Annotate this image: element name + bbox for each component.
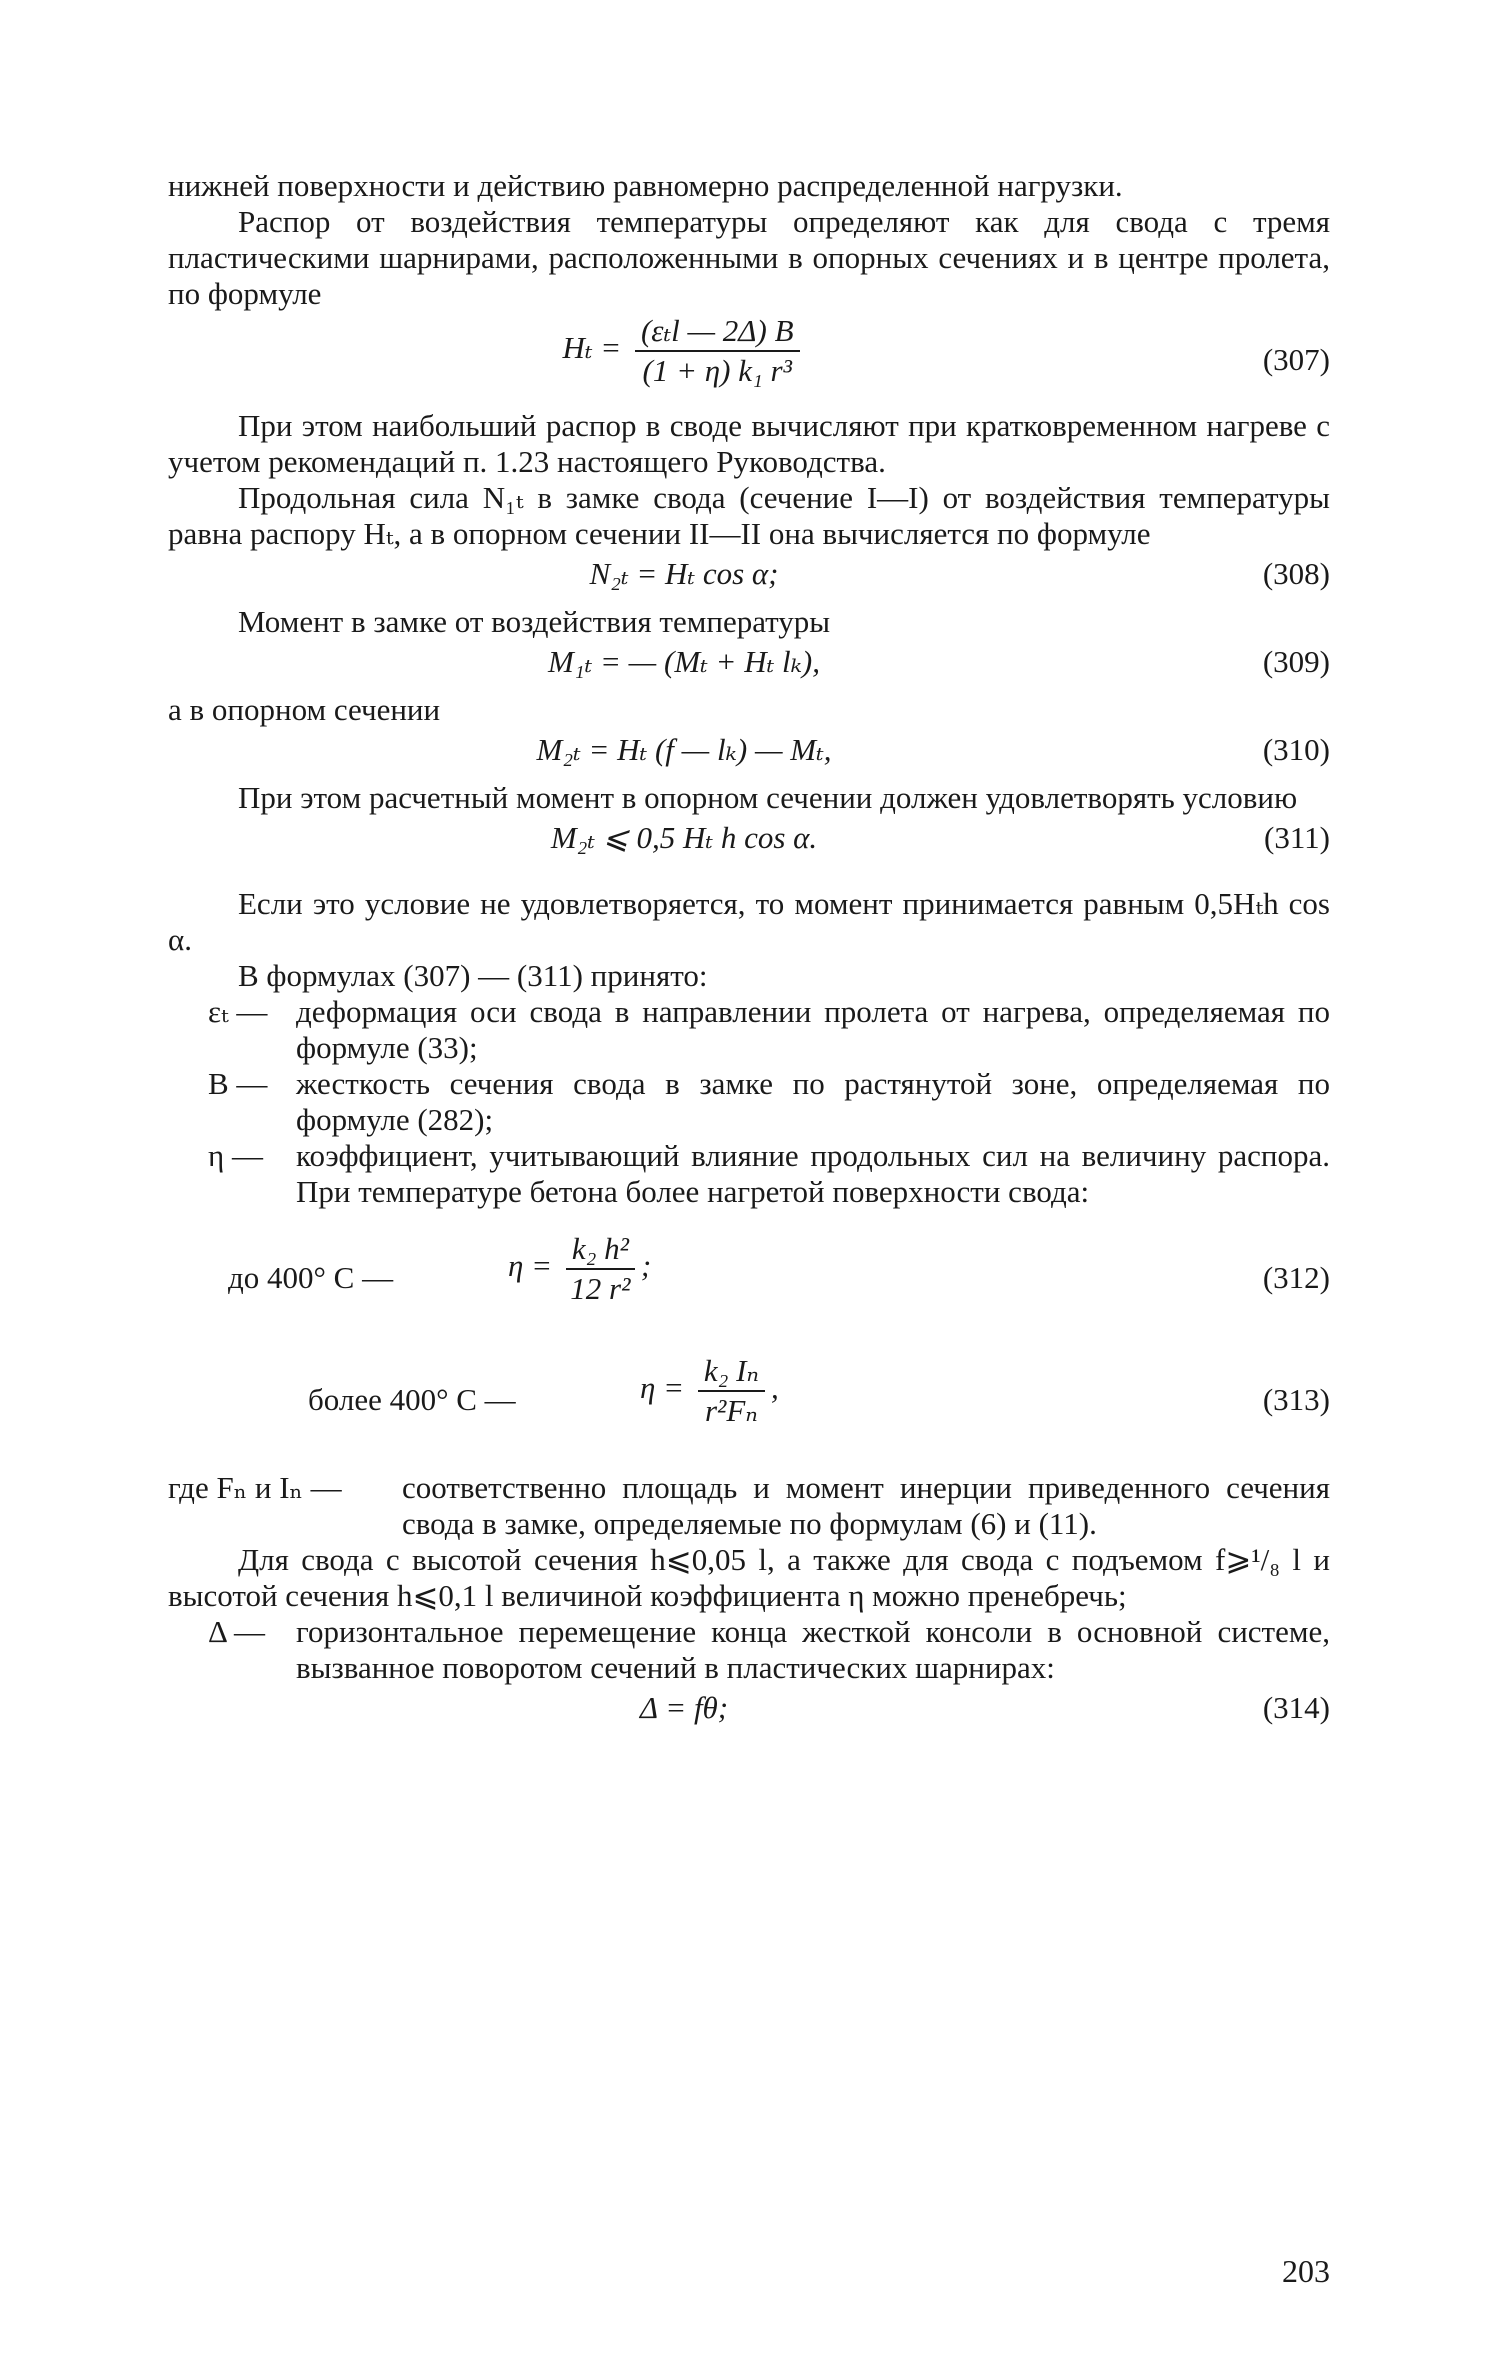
definition-b <box>168 1066 1330 1138</box>
page-number: 203 <box>1282 2253 1330 2289</box>
eq314-formula: Δ = fθ; <box>639 1690 729 1725</box>
equation-307 <box>168 312 1330 408</box>
eq307-numerator: (εₜl — 2Δ) B <box>635 312 800 352</box>
eq310-number: (310) <box>1262 732 1330 767</box>
paragraph-6: а в опорном сечении <box>168 692 441 727</box>
definition-epsilon-symbol: εₜ — <box>208 994 268 1029</box>
equation-314 <box>168 1690 1330 1734</box>
definition-eta-symbol: η — <box>208 1138 263 1173</box>
definition-eta <box>168 1138 1330 1210</box>
definition-delta-text: горизонтальное перемещение конца жесткой консоли в основной системе, вызванное поворотом сечений в пластических шарнирах: <box>296 1614 1330 1685</box>
paragraph-9: В формулах (307) — (311) принято: <box>238 958 708 993</box>
eq313-denominator: r²Fₙ <box>704 1393 758 1428</box>
eq313-lhs: η = <box>640 1370 685 1406</box>
eq314-number: (314) <box>1262 1690 1330 1725</box>
definition-eta-text: коэффициент, учитывающий влияние продольных сил на величину распора. При температуре бетона более нагретой поверхности свода: <box>296 1138 1330 1209</box>
eq312-numerator: k₂ h² <box>566 1230 635 1270</box>
eq312-denominator: 12 r² <box>570 1271 631 1306</box>
definition-f-i-symbols: где Fₙ и Iₙ — <box>168 1470 342 1505</box>
eq312-lhs: η = <box>508 1248 553 1284</box>
definition-delta-symbol: Δ — <box>208 1614 265 1649</box>
eq307-fraction <box>635 312 800 390</box>
eq311-number: (311) <box>1264 820 1330 855</box>
paragraph-4: Продольная сила N₁ₜ в замке свода (сечение I—I) от воздействия температуры равна распору Hₜ, а в опорном сечении II—II она вычисляется по формуле <box>168 480 1330 551</box>
equation-310 <box>168 732 1330 776</box>
equation-313 <box>168 1352 1330 1452</box>
equation-312 <box>168 1230 1330 1330</box>
paragraph-1: нижней поверхности и действию равномерно распределенной нагрузки. <box>168 168 1123 203</box>
eq312-condition: до 400° С — <box>228 1260 394 1295</box>
equation-308 <box>168 556 1330 600</box>
definition-f-i <box>168 1470 1330 1542</box>
eq309-formula: M₁ₜ = — (Mₜ + Hₜ lₖ), <box>548 644 820 679</box>
eq307-lhs: Hₜ = <box>562 330 622 366</box>
eq307-denominator: (1 + η) k₁ r³ <box>642 353 792 388</box>
eq313-number: (313) <box>1262 1382 1330 1417</box>
paragraph-10: Для свода с высотой сечения h⩽0,05 l, а также для свода с подъемом f⩾¹/₈ l и высотой сечения h⩽0,1 l величиной коэффициента η можно пренебречь; <box>168 1542 1330 1613</box>
definition-b-text: жесткость сечения свода в замке по растянутой зоне, определяемая по формуле (282); <box>296 1066 1330 1137</box>
eq312-number: (312) <box>1262 1260 1330 1295</box>
eq313-tail: , <box>771 1370 779 1406</box>
definition-f-i-text: соответственно площадь и момент инерции приведенного сечения свода в замке, определяемые по формулам (6) и (11). <box>402 1470 1330 1541</box>
eq308-formula: N₂ₜ = Hₜ cos α; <box>589 556 779 591</box>
eq313-numerator: k₂ Iₙ <box>698 1352 765 1392</box>
paragraph-3: При этом наибольший распор в своде вычисляют при кратковременном нагреве с учетом рекомендаций п. 1.23 настоящего Руководства. <box>168 408 1330 479</box>
paragraph-7: При этом расчетный момент в опорном сечении должен удовлетворять условию <box>238 780 1298 815</box>
eq309-number: (309) <box>1262 644 1330 679</box>
eq311-formula: M₂ₜ ⩽ 0,5 Hₜ h cos α. <box>550 820 818 855</box>
eq307-number: (307) <box>1262 342 1330 377</box>
eq312-fraction <box>566 1230 635 1308</box>
page-body <box>168 168 1330 2289</box>
eq308-number: (308) <box>1262 556 1330 591</box>
paragraph-8: Если это условие не удовлетворяется, то момент принимается равным 0,5Hₜh cos α. <box>168 886 1330 957</box>
eq313-fraction <box>698 1352 765 1430</box>
equation-309 <box>168 644 1330 688</box>
equation-311 <box>168 820 1330 864</box>
paragraph-5: Момент в замке от воздействия температуры <box>238 604 831 639</box>
eq310-formula: M₂ₜ = Hₜ (f — lₖ) — Mₜ, <box>536 732 832 767</box>
definition-delta <box>168 1614 1330 1686</box>
definition-epsilon <box>168 994 1330 1066</box>
paragraph-2: Распор от воздействия температуры определяют как для свода с тремя пластическими шарнирами, расположенными в опорных сечениях и в центре пролета, по формуле <box>168 204 1330 311</box>
eq313-condition: более 400° С — <box>308 1382 516 1417</box>
definition-epsilon-text: деформация оси свода в направлении пролета от нагрева, определяемая по формуле (33); <box>296 994 1330 1065</box>
eq312-tail: ; <box>640 1248 652 1284</box>
definition-b-symbol: B — <box>208 1066 268 1101</box>
